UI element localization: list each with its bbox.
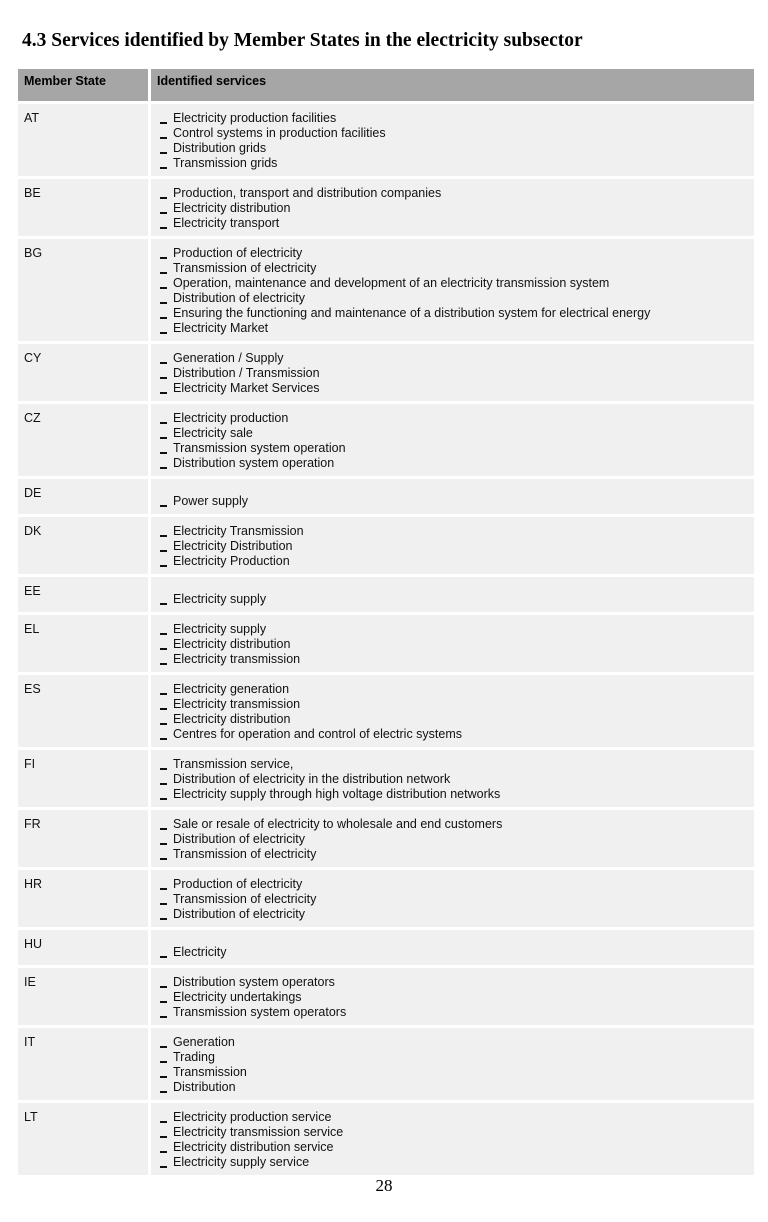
service-item: Electricity Production	[158, 554, 748, 569]
header-member-state: Member State	[18, 69, 151, 101]
table-row	[18, 870, 754, 927]
service-item: Generation / Supply	[158, 351, 748, 366]
table-row	[18, 615, 754, 672]
table-row	[18, 675, 754, 747]
table-row	[18, 404, 754, 476]
service-item: Distribution grids	[158, 141, 748, 156]
service-item: Centres for operation and control of electric systems	[158, 727, 748, 742]
services-list	[158, 975, 748, 1020]
service-item: Electricity production service	[158, 1110, 748, 1125]
services-cell	[151, 750, 754, 807]
service-item: Sale or resale of electricity to wholesale and end customers	[158, 817, 748, 832]
services-cell	[151, 615, 754, 672]
member-state-cell: EE	[18, 577, 151, 612]
member-state-cell: FI	[18, 750, 151, 807]
member-state-cell: BG	[18, 239, 151, 341]
member-state-cell: AT	[18, 104, 151, 176]
page-number: 28	[375, 1176, 393, 1195]
table-row	[18, 577, 754, 612]
services-list	[158, 351, 748, 396]
services-cell	[151, 1028, 754, 1100]
service-item: Electricity distribution	[158, 712, 748, 727]
table-row	[18, 930, 754, 965]
member-state-cell: DK	[18, 517, 151, 574]
service-item: Electricity distribution	[158, 201, 748, 216]
table-row	[18, 750, 754, 807]
table-header-row	[18, 69, 754, 101]
member-state-cell: HR	[18, 870, 151, 927]
service-item: Control systems in production facilities	[158, 126, 748, 141]
services-cell	[151, 479, 754, 514]
service-item: Generation	[158, 1035, 748, 1050]
service-item: Distribution of electricity in the distribution network	[158, 772, 748, 787]
services-cell	[151, 1103, 754, 1175]
service-item: Electricity transmission	[158, 652, 748, 667]
services-list	[158, 111, 748, 171]
service-item: Production, transport and distribution companies	[158, 186, 748, 201]
service-item: Distribution	[158, 1080, 748, 1095]
service-item: Electricity Market Services	[158, 381, 748, 396]
service-item: Electricity generation	[158, 682, 748, 697]
service-item: Transmission of electricity	[158, 261, 748, 276]
services-list	[158, 1110, 748, 1170]
service-item: Transmission system operators	[158, 1005, 748, 1020]
member-state-cell: ES	[18, 675, 151, 747]
service-item: Distribution of electricity	[158, 291, 748, 306]
services-cell	[151, 517, 754, 574]
service-item: Electricity supply	[158, 592, 748, 607]
service-item: Transmission grids	[158, 156, 748, 171]
services-list	[158, 757, 748, 802]
services-cell	[151, 930, 754, 965]
services-cell	[151, 104, 754, 176]
services-cell	[151, 344, 754, 401]
services-list	[158, 622, 748, 667]
member-state-cell: FR	[18, 810, 151, 867]
member-state-cell: BE	[18, 179, 151, 236]
services-cell	[151, 870, 754, 927]
member-state-cell: IE	[18, 968, 151, 1025]
service-item: Transmission of electricity	[158, 847, 748, 862]
member-state-cell: HU	[18, 930, 151, 965]
services-list	[158, 877, 748, 922]
services-list	[158, 486, 748, 509]
service-item: Electricity Distribution	[158, 539, 748, 554]
services-list	[158, 246, 748, 336]
member-state-cell: CZ	[18, 404, 151, 476]
section-heading: 4.3 Services identified by Member States in the electricity subsector	[22, 30, 583, 51]
service-item: Power supply	[158, 494, 748, 509]
services-cell	[151, 675, 754, 747]
service-item: Distribution of electricity	[158, 832, 748, 847]
service-item: Electricity transport	[158, 216, 748, 231]
service-item: Electricity transmission	[158, 697, 748, 712]
services-list	[158, 411, 748, 471]
service-item: Distribution system operators	[158, 975, 748, 990]
service-item: Electricity sale	[158, 426, 748, 441]
service-item: Production of electricity	[158, 877, 748, 892]
services-list	[158, 524, 748, 569]
service-item: Electricity Market	[158, 321, 748, 336]
service-item: Distribution / Transmission	[158, 366, 748, 381]
table-row	[18, 810, 754, 867]
services-cell	[151, 239, 754, 341]
table-header	[18, 69, 754, 101]
services-cell	[151, 179, 754, 236]
services-table	[18, 66, 754, 1178]
service-item: Transmission of electricity	[158, 892, 748, 907]
service-item: Electricity Transmission	[158, 524, 748, 539]
service-item: Electricity distribution service	[158, 1140, 748, 1155]
member-state-cell: EL	[18, 615, 151, 672]
service-item: Electricity production facilities	[158, 111, 748, 126]
service-item: Ensuring the functioning and maintenance of a distribution system for electrical energy	[158, 306, 748, 321]
table-body	[18, 104, 754, 1175]
services-cell	[151, 968, 754, 1025]
services-cell	[151, 810, 754, 867]
service-item: Electricity supply service	[158, 1155, 748, 1170]
service-item: Electricity production	[158, 411, 748, 426]
services-list	[158, 937, 748, 960]
table-row	[18, 479, 754, 514]
service-item: Electricity supply through high voltage distribution networks	[158, 787, 748, 802]
table-row	[18, 104, 754, 176]
service-item: Transmission	[158, 1065, 748, 1080]
table-row	[18, 344, 754, 401]
table-row	[18, 1103, 754, 1175]
service-item: Distribution system operation	[158, 456, 748, 471]
service-item: Electricity supply	[158, 622, 748, 637]
service-item: Electricity distribution	[158, 637, 748, 652]
services-list	[158, 186, 748, 231]
services-list	[158, 682, 748, 742]
service-item: Transmission system operation	[158, 441, 748, 456]
service-item: Distribution of electricity	[158, 907, 748, 922]
service-item: Electricity undertakings	[158, 990, 748, 1005]
header-identified-services: Identified services	[151, 69, 754, 101]
service-item: Operation, maintenance and development of an electricity transmission system	[158, 276, 748, 291]
table-row	[18, 517, 754, 574]
services-list	[158, 584, 748, 607]
services-list	[158, 1035, 748, 1095]
service-item: Electricity	[158, 945, 748, 960]
service-item: Electricity transmission service	[158, 1125, 748, 1140]
service-item: Transmission service,	[158, 757, 748, 772]
service-item: Trading	[158, 1050, 748, 1065]
member-state-cell: LT	[18, 1103, 151, 1175]
services-cell	[151, 404, 754, 476]
member-state-cell: DE	[18, 479, 151, 514]
table-row	[18, 239, 754, 341]
services-list	[158, 817, 748, 862]
member-state-cell: IT	[18, 1028, 151, 1100]
table-row	[18, 968, 754, 1025]
services-cell	[151, 577, 754, 612]
member-state-cell: CY	[18, 344, 151, 401]
table-row	[18, 1028, 754, 1100]
service-item: Production of electricity	[158, 246, 748, 261]
table-row	[18, 179, 754, 236]
